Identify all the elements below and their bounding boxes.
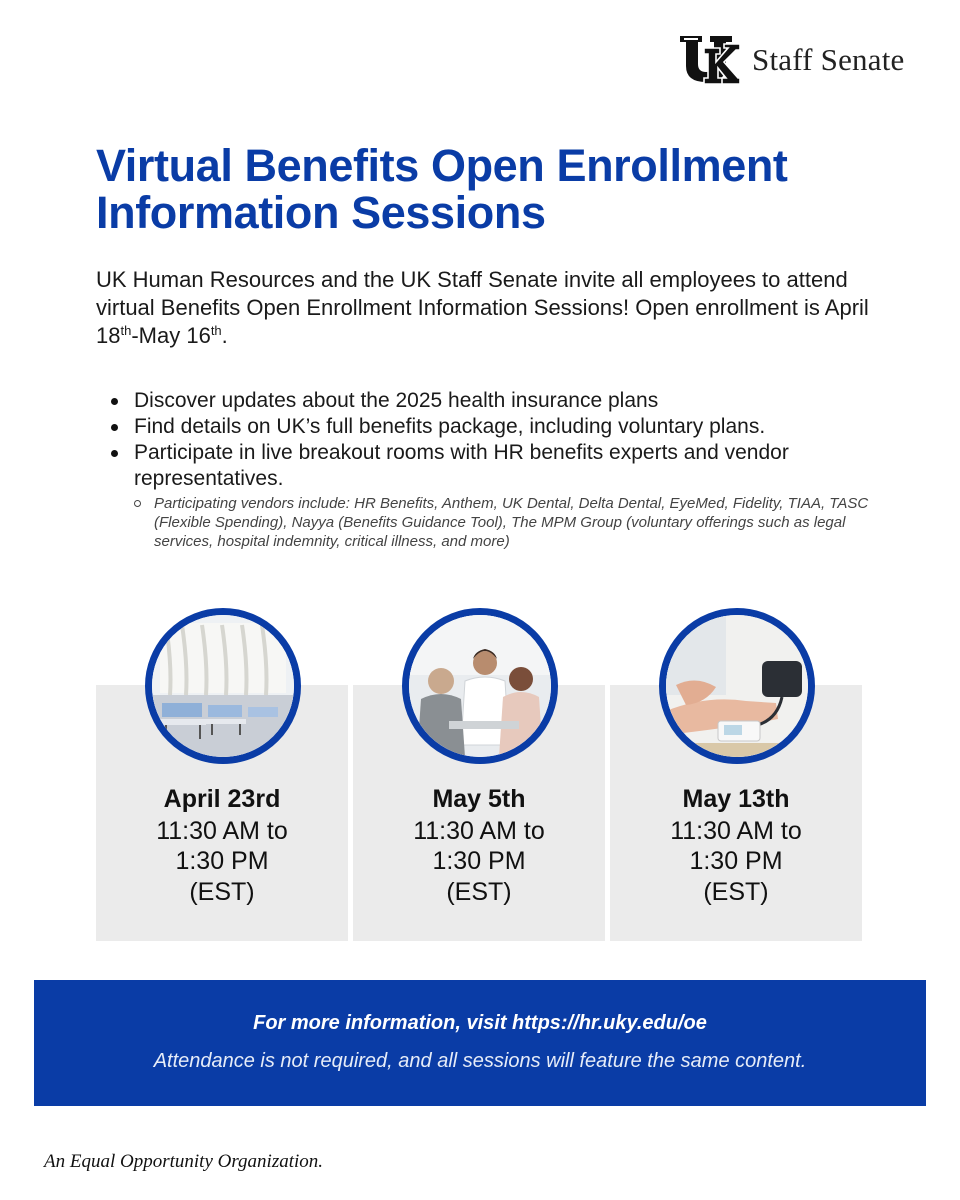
bullet-item [96,440,896,551]
session-timezone: (EST) [189,878,255,906]
session-timezone: (EST) [703,878,769,906]
session-time-start: 11:30 AM to [670,817,802,845]
blood-pressure-photo [659,608,815,764]
hospital-beds-photo [145,608,301,764]
vendor-sub-item: Participating vendors include: HR Benefits, Anthem, UK Dental, Delta Dental, EyeMed, Fidelity, TIAA, TASC (Flexible Spending), Nayya (Benefits Guidance Tool), The MPM Group (voluntary offerings such as legal services, hospital indemnity, critical illness, and more) [134,494,896,551]
bullet-item-text: Participate in live breakout rooms with HR benefits experts and vendor representatives. [134,441,789,490]
session-time-end: 1:30 PM [432,847,526,875]
vendor-sub-list [134,494,896,551]
bullet-item: Find details on UK’s full benefits package, including voluntary plans. [96,414,896,440]
uk-staff-senate-logo [678,34,904,86]
intro-text-end: . [221,323,228,348]
intro-text: UK Human Resources and the UK Staff Senate invite all employees to attend virtual Benefits Open Enrollment Information Sessions! Open enrollment is April 18 [96,267,869,348]
title-line-2: Information Sessions [96,187,546,238]
uk-logo-mark-icon [678,34,742,86]
bullet-item: Discover updates about the 2025 health insurance plans [96,388,896,414]
intro-text-middle: -May 16 [131,323,211,348]
doctor-consultation-photo [402,608,558,764]
intro-superscript-2: th [210,323,222,338]
session-time-start: 11:30 AM to [413,817,545,845]
attendance-note: Attendance is not required, and all sessions will feature the same content. [153,1050,807,1072]
equal-opportunity-statement: An Equal Opportunity Organization. [44,1151,324,1172]
session-time-end: 1:30 PM [175,847,269,875]
more-info-link-text: For more information, visit https://hr.uky.edu/oe [253,1012,707,1034]
session-date: April 23rd [163,785,281,813]
session-date: May 13th [682,785,790,813]
info-banner [34,980,926,1106]
page-title [96,142,916,236]
intro-paragraph [96,266,896,350]
logo-text: Staff Senate [752,42,905,77]
session-timezone: (EST) [446,878,512,906]
benefits-bullet-list [96,388,896,551]
title-line-1: Virtual Benefits Open Enrollment [96,140,788,191]
session-date: May 5th [432,785,526,813]
intro-superscript-1: th [120,323,132,338]
session-time-start: 11:30 AM to [156,817,288,845]
session-time-end: 1:30 PM [689,847,783,875]
